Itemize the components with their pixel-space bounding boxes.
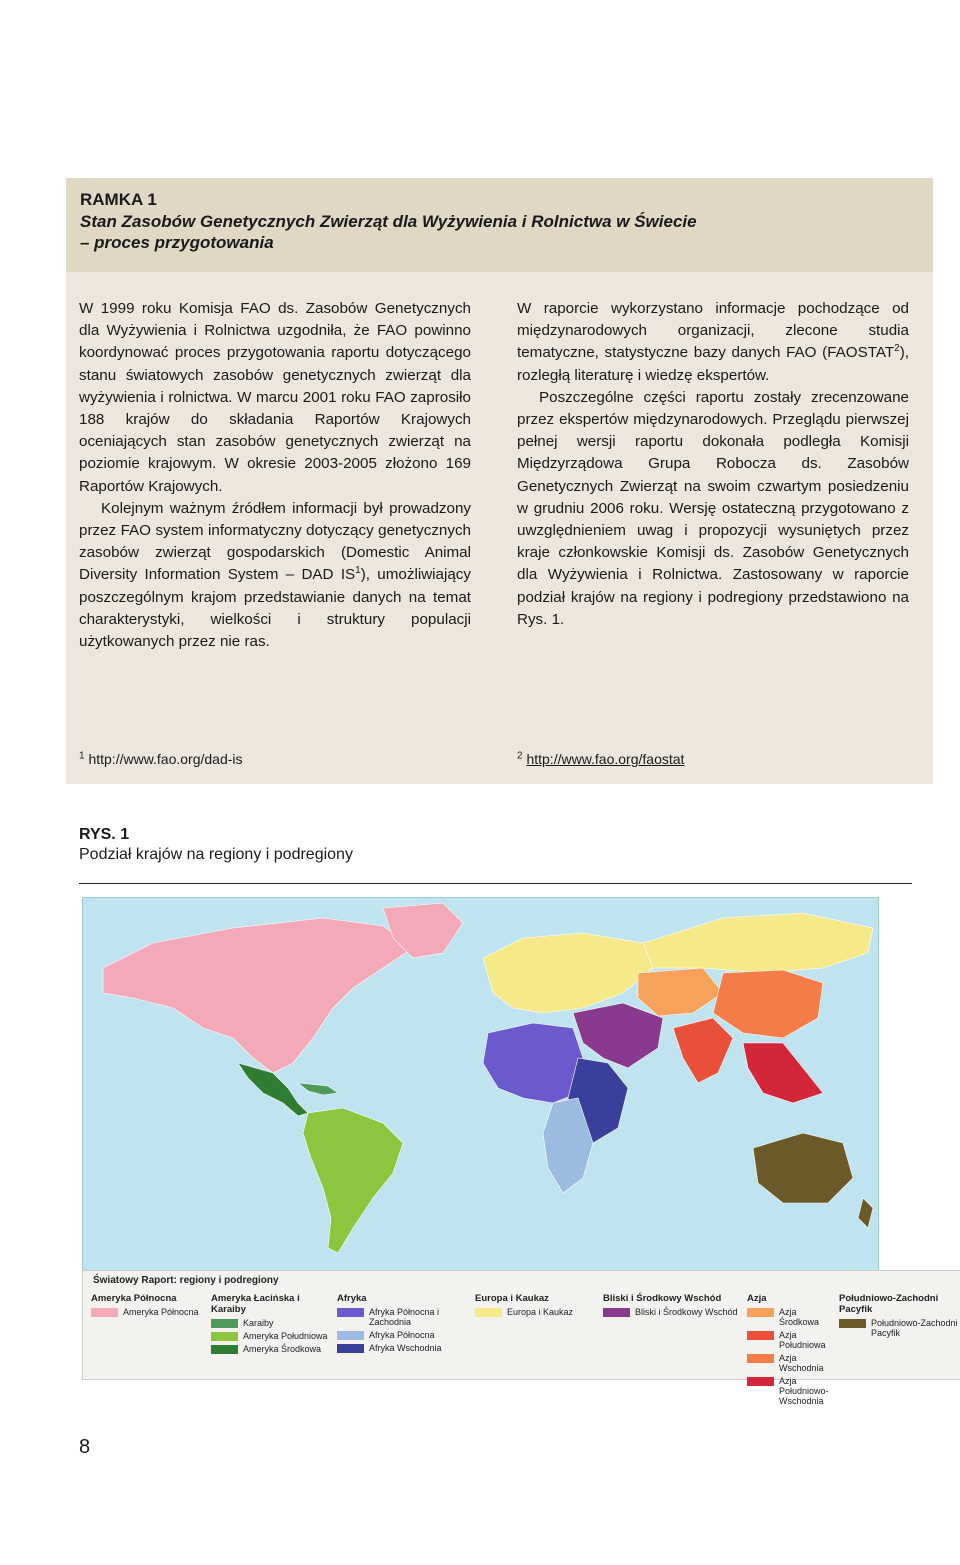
map-region-europe <box>483 933 653 1013</box>
legend-item <box>211 1331 331 1341</box>
legend-item <box>603 1307 743 1317</box>
legend-swatch <box>747 1308 774 1317</box>
ramka-label: RAMKA 1 <box>80 190 157 209</box>
footnote-1-number: 1 <box>79 750 85 762</box>
legend-item-label: Ameryka Północna <box>123 1307 199 1317</box>
legend-swatch <box>475 1308 502 1317</box>
legend-swatch <box>211 1332 238 1341</box>
ramka-title <box>80 211 910 253</box>
legend-swatch <box>839 1319 866 1328</box>
legend-item <box>747 1353 837 1373</box>
footnote-ref-1: 1 <box>355 565 361 577</box>
legend-group <box>603 1293 743 1317</box>
legend-swatch <box>337 1331 364 1340</box>
legend-item-label: Azja Południowa <box>779 1330 826 1350</box>
legend-item-label: Południowo-Zachodni Pacyfik <box>871 1318 958 1338</box>
legend-item-label: Azja Środkowa <box>779 1307 820 1327</box>
legend-group <box>337 1293 469 1353</box>
legend-group-title: Bliski i Środkowy Wschód <box>603 1293 722 1304</box>
legend-group-title: Azja <box>747 1293 767 1304</box>
footnote-2-number: 2 <box>517 750 523 762</box>
legend-item-label: Afryka Północna i Zachodnia <box>369 1307 440 1327</box>
right-p1-text-a: W raporcie wykorzystano informacje pochodzące od międzynarodowych organizacji, zlecone studia tematyczne, statystyczne bazy danych FAO (FAOSTAT <box>517 300 909 362</box>
legend-group <box>475 1293 597 1317</box>
legend-swatch <box>603 1308 630 1317</box>
legend-item-label: Afryka Wschodnia <box>369 1343 442 1353</box>
map-region-north-asia <box>643 913 873 973</box>
right-p1-text-b: ), rozległą literaturę i wiedzę ekspertów. <box>517 344 909 384</box>
map-region-south-america <box>303 1108 403 1253</box>
legend-item <box>337 1343 469 1353</box>
legend-group-title: Południowo-Zachodni Pacyfik <box>839 1293 939 1315</box>
world-map <box>82 897 879 1271</box>
right-column <box>517 298 909 631</box>
legend-item <box>337 1307 469 1327</box>
legend-group <box>91 1293 203 1317</box>
footnote-ref-2: 2 <box>894 343 900 355</box>
left-p2-text-a: Kolejnym ważnym źródłem informacji był prowadzony przez FAO system informatyczny dotyczący genetycznych zasobów zwierząt gospodarskich (Domestic Animal Diversity Information System – DAD IS <box>79 499 471 584</box>
legend-item-label: Ameryka Środkowa <box>243 1344 322 1354</box>
legend-item-label: Azja Wschodnia <box>779 1353 824 1373</box>
map-region-middle-east <box>573 1003 663 1068</box>
legend-item <box>211 1344 331 1354</box>
legend-item <box>337 1330 469 1340</box>
legend-swatch <box>337 1344 364 1353</box>
legend-item <box>91 1307 203 1317</box>
map-legend <box>82 1270 960 1406</box>
legend-item <box>747 1330 837 1350</box>
figure-caption: Podział krajów na regiony i podregiony <box>79 846 353 863</box>
legend-title: Światowy Raport: regiony i podregiony <box>93 1275 279 1286</box>
map-region-australia <box>753 1133 853 1203</box>
legend-group <box>839 1293 960 1338</box>
map-region-south-east-asia <box>743 1043 823 1103</box>
footnote-1-link[interactable]: http://www.fao.org/dad-is <box>88 751 243 767</box>
legend-swatch <box>211 1319 238 1328</box>
legend-item <box>211 1318 331 1328</box>
ramka-header <box>66 178 933 272</box>
legend-item-label: Karaiby <box>243 1318 274 1328</box>
figure-label: RYS. 1 <box>79 826 130 843</box>
legend-swatch <box>747 1377 774 1386</box>
legend-item-label: Bliski i Środkowy Wschód <box>635 1307 738 1317</box>
legend-group-title: Europa i Kaukaz <box>475 1293 549 1304</box>
legend-swatch <box>337 1308 364 1317</box>
legend-item-label: Azja Południowo-Wschodnia <box>779 1376 829 1406</box>
legend-group <box>747 1293 837 1406</box>
ramka-title-line2: – proces przygotowania <box>80 233 274 252</box>
world-map-graphic <box>83 898 878 1270</box>
map-region-central-asia <box>638 968 723 1016</box>
right-paragraph-2: Poszczególne części raportu zostały zrecenzowane przez ekspertów międzynarodowych. Przeglądu pierwszej pełnej wersji raportu dokonała podległa Komisji Międzyrządowa Grupa Robocza ds. Zasobów Genetycznych Zwierząt na swoim czwartym posiedzeniu w grudniu 2006 roku. Wersję ostateczną przygotowano z uwzględnieniem uwag i propozycji wysuniętych przez kraje członkowskie Komisji ds. Zasobów Genetycznych dla Wyżywienia i Rolnictwa. Zastosowany w raporcie podział krajów na regiony i podregiony przedstawiono na Rys. 1. <box>517 388 909 628</box>
divider <box>79 883 912 884</box>
map-region-north-west-africa <box>483 1023 583 1103</box>
right-paragraph-1 <box>517 298 909 387</box>
legend-item <box>839 1318 960 1338</box>
ramka-title-line1: Stan Zasobów Genetycznych Zwierząt dla Wyżywienia i Rolnictwa w Świecie <box>80 212 697 231</box>
map-region-east-asia <box>713 970 823 1038</box>
left-p2-text-b: ), umożliwiający poszczególnym krajom przedstawianie danych na temat charakterystyki, wielkości i struktury populacji użytkowanych przez nie ras. <box>79 566 471 651</box>
ramka-box <box>66 178 933 784</box>
legend-item <box>475 1307 597 1317</box>
legend-group <box>211 1293 331 1354</box>
map-region-south-asia <box>673 1018 733 1083</box>
legend-item <box>747 1307 837 1327</box>
map-region-north-america <box>103 918 413 1073</box>
footnote-2-link[interactable]: http://www.fao.org/faostat <box>526 751 685 767</box>
left-column <box>79 298 471 653</box>
legend-swatch <box>747 1354 774 1363</box>
left-paragraph-1: W 1999 roku Komisja FAO ds. Zasobów Genetycznych dla Wyżywienia i Rolnictwa uzgodniła, że FAO powinno koordynować proces przygotowania raportu dotyczącego stanu światowych zasobów genetycznych zwierząt dla wyżywienia i rolnictwa. W marcu 2001 roku FAO zaprosiło 188 krajów do składania Raportów Krajowych oceniających stan zasobów genetycznych zwierząt na poziomie krajowym. W okresie 2003-2005 złożono 169 Raportów Krajowych. <box>79 300 471 495</box>
map-region-new-zealand <box>858 1198 873 1228</box>
footnote-1 <box>79 751 243 767</box>
legend-swatch <box>747 1331 774 1340</box>
legend-swatch <box>91 1308 118 1317</box>
left-paragraph-2 <box>79 498 471 653</box>
legend-swatch <box>211 1345 238 1354</box>
legend-group-title: Afryka <box>337 1293 367 1304</box>
legend-group-title: Ameryka Łacińska i Karaiby <box>211 1293 300 1315</box>
legend-group-title: Ameryka Północna <box>91 1293 177 1304</box>
legend-item-label: Europa i Kaukaz <box>507 1307 574 1317</box>
legend-item-label: Afryka Północna <box>369 1330 435 1340</box>
legend-item <box>747 1376 837 1406</box>
page-number: 8 <box>79 1436 91 1458</box>
footnote-2 <box>517 751 684 767</box>
legend-item-label: Ameryka Południowa <box>243 1331 328 1341</box>
map-region-caribbean <box>298 1083 338 1095</box>
